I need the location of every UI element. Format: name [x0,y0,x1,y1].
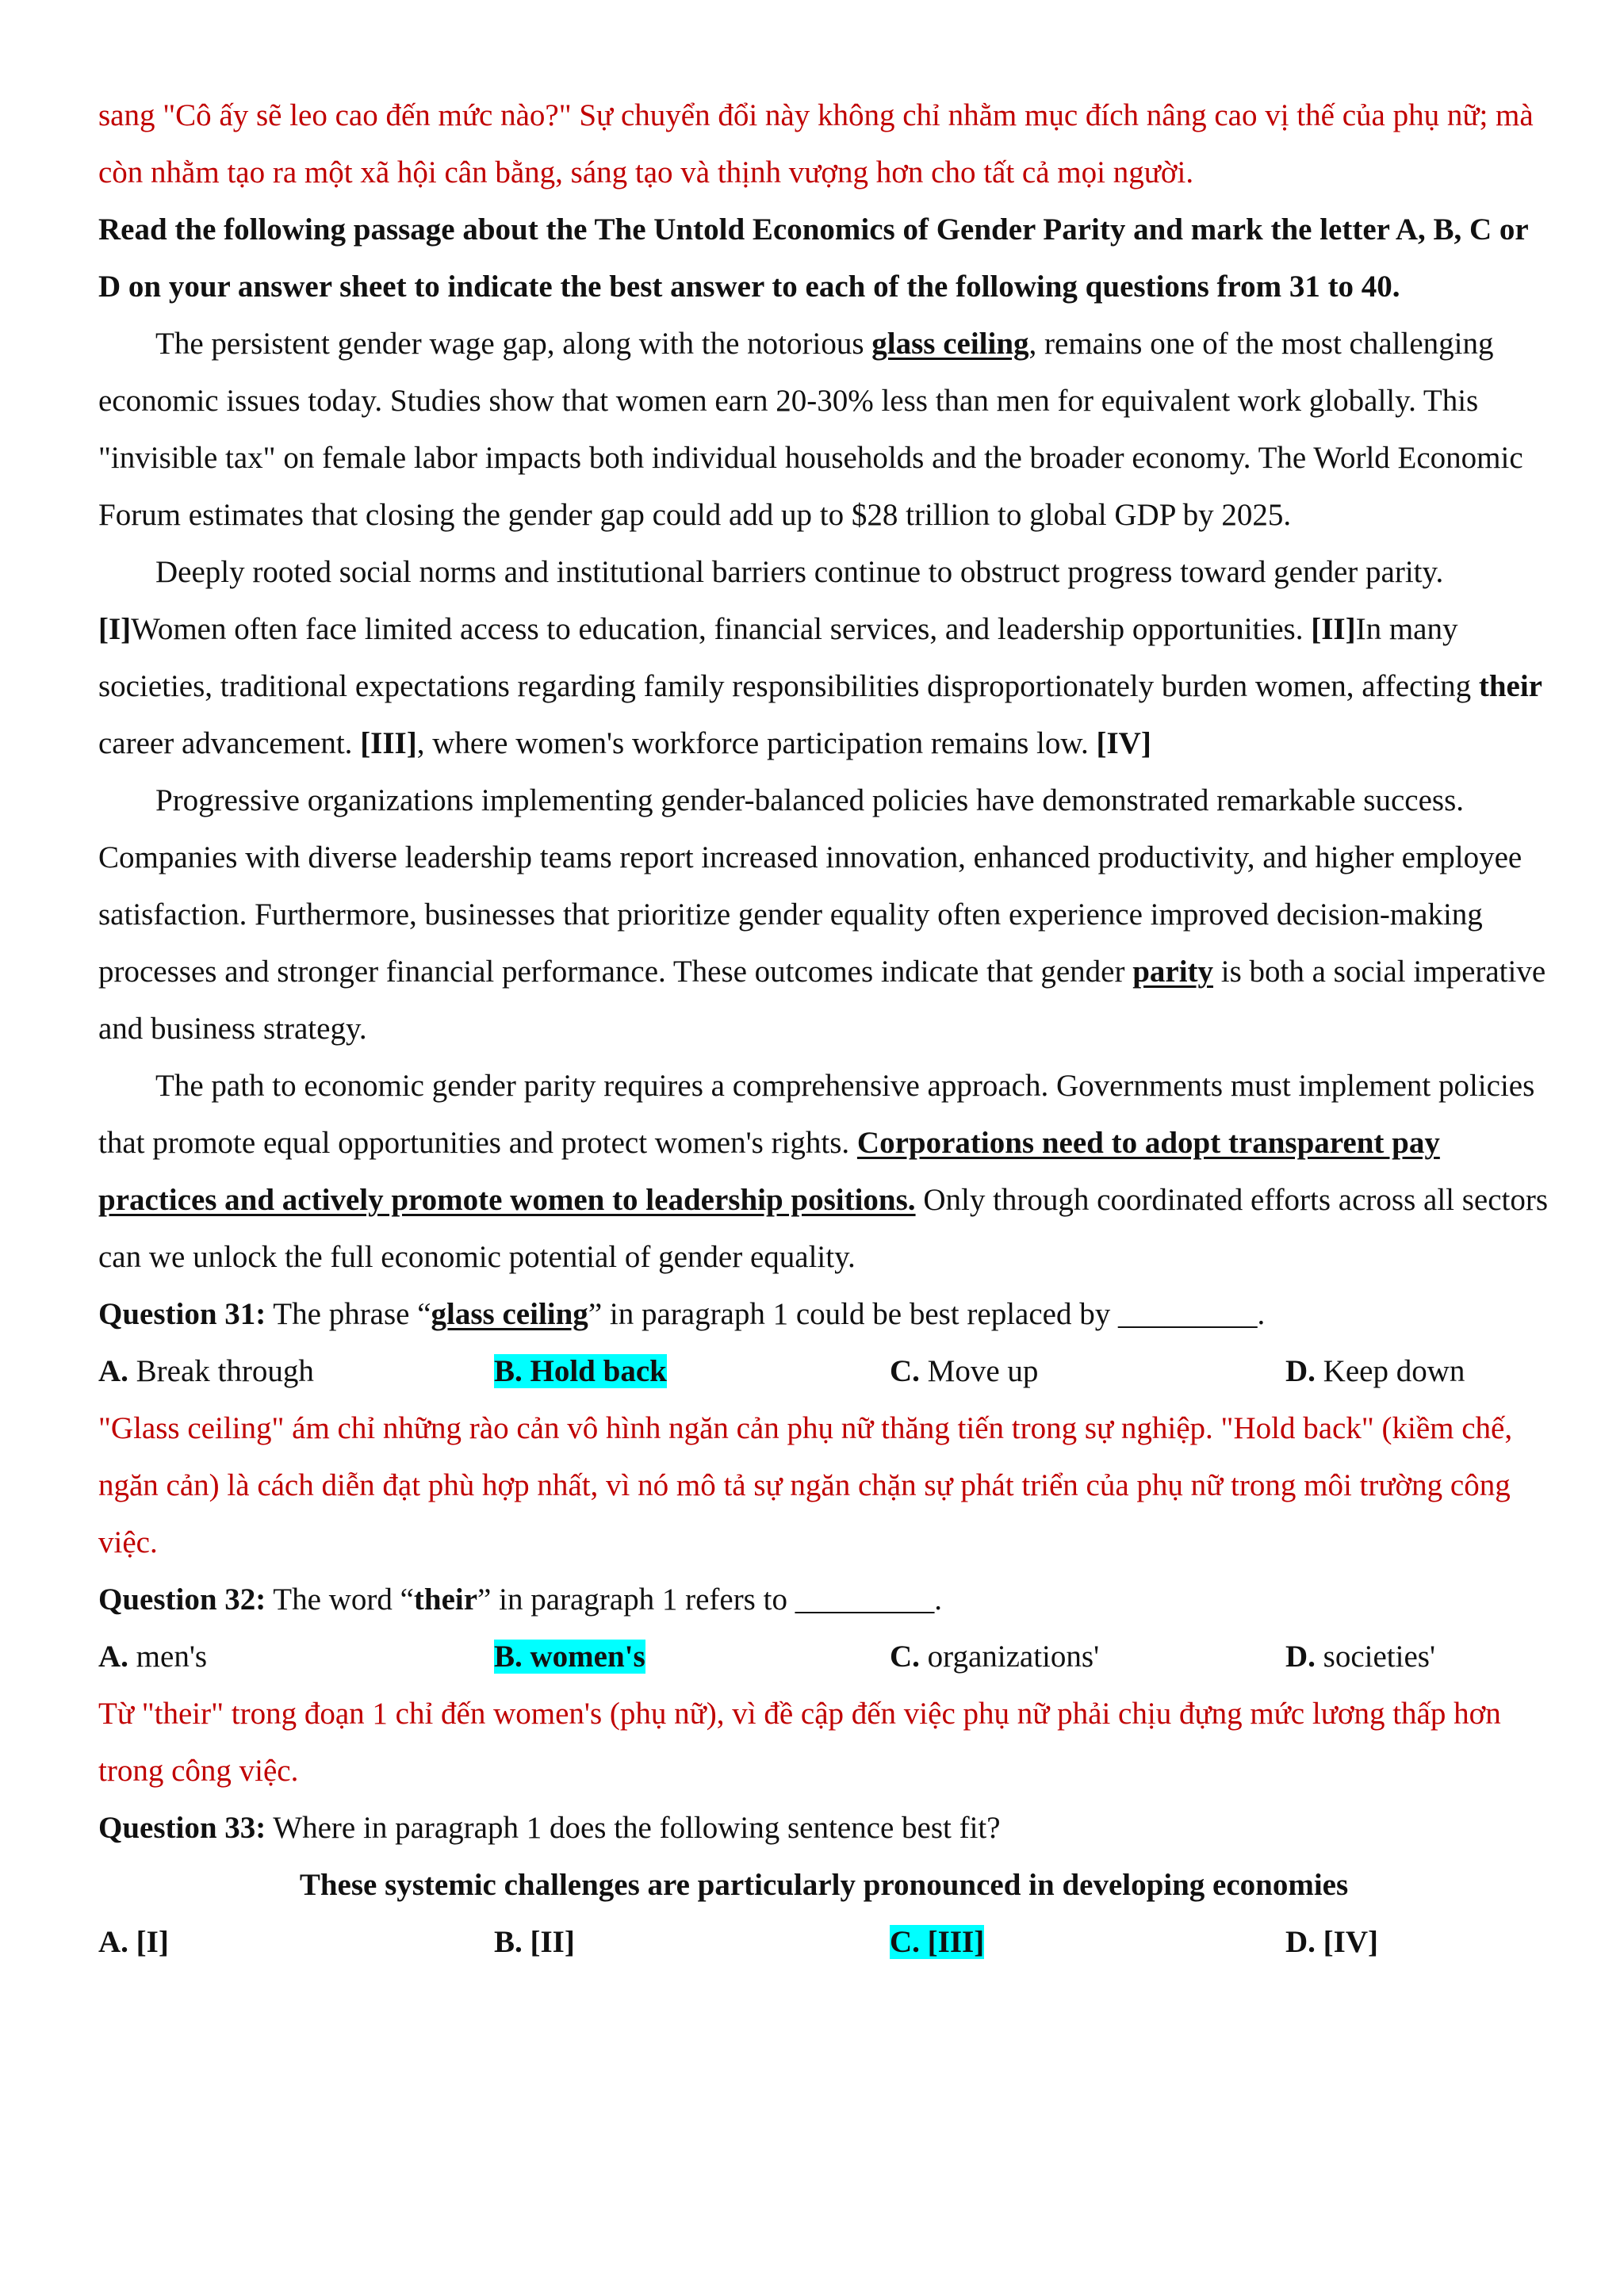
option-letter: A. [98,1640,128,1674]
option-text: organizations' [919,1640,1100,1674]
option-letter: C. [890,1640,920,1674]
term-parity: parity [1132,955,1214,989]
question-text: ” in paragraph 1 refers to _________. [477,1582,942,1617]
question-term: glass ceiling [431,1297,588,1331]
question-text: Where in paragraph 1 does the following sentence best fit? [266,1811,1001,1845]
term-their: their [1478,669,1542,703]
question-label: Question 33: [98,1811,266,1845]
paragraph-2 [98,544,1549,772]
answer-highlight [494,1354,667,1388]
question-text: The word “ [266,1582,414,1617]
question-32-options [98,1628,1549,1686]
p2-text-4: career advancement. [98,726,361,760]
question-32 [98,1571,1549,1628]
option-a[interactable] [98,1628,494,1686]
marker-I: [I] [98,612,132,646]
option-text: [III] [919,1925,985,1959]
p3-text-before: Progressive organizations implementing gender-balanced policies have demonstrated remarkable success. Companies with diverse leadership teams report increased innovation, enhanced productivity, and higher employee satisfaction. Furthermore, businesses that prioritize gender equality often experience improved decision-making processes and stronger financial performance. These outcomes indicate that gender [98,783,1522,989]
instructions: Read the following passage about the The Untold Economics of Gender Parity and mark the letter A, B, C or D on your answer sheet to indicate the best answer to each of the following questions from 31 to 40. [98,212,1529,304]
p4-text-before: The path to economic gender parity requires a comprehensive approach. Governments must implement policies that promote equal opportunities and protect women's rights. [98,1069,1535,1160]
marker-III: [III] [360,726,417,760]
option-c[interactable] [890,1343,1285,1400]
p2-text-3: In many societies, traditional expectations regarding family responsibilities disproportionately burden women, affecting [98,612,1479,703]
answer-highlight [890,1925,984,1959]
term-glass-ceiling: glass ceiling [871,327,1029,361]
intro-translation: sang "Cô ấy sẽ leo cao đến mức nào?" Sự chuyển đổi này không chỉ nhằm mục đích nâng cao vị thế của phụ nữ; mà còn nhằm tạo ra một xã hội cân bằng, sáng tạo và thịnh vượng hơn cho tất cả mọi người. [98,98,1534,189]
question-31-explanation: "Glass ceiling" ám chỉ những rào cản vô hình ngăn cản phụ nữ thăng tiến trong sự nghiệp. "Hold back" (kiềm chế, ngăn cản) là cách diễn đạt phù hợp nhất, vì nó mô tả sự ngăn chặn sự phát triển của phụ nữ trong môi trường công việc. [98,1411,1513,1559]
question-33-options [98,1914,1549,1971]
option-c[interactable] [890,1914,1285,1971]
option-letter: B. [494,1640,523,1674]
question-text: The phrase “ [266,1297,431,1331]
paragraph-1 [98,316,1549,544]
question-33-sentence: These systemic challenges are particularly pronounced in developing economies [299,1868,1349,1902]
question-label: Question 32: [98,1582,266,1617]
option-text: men's [128,1640,208,1674]
document-page [98,87,1549,1971]
p2-text-5: , where women's workforce participation remains low. [416,726,1097,760]
option-letter: D. [1285,1925,1316,1959]
option-text: Move up [919,1354,1039,1388]
option-text: [IV] [1315,1925,1378,1959]
p1-text-before: The persistent gender wage gap, along with the notorious [155,327,872,361]
option-letter: B. [494,1354,523,1388]
option-letter: A. [98,1925,128,1959]
option-text: [II] [522,1925,575,1959]
question-text: ” in paragraph 1 could be best replaced by _________. [588,1297,1266,1331]
option-letter: C. [890,1925,920,1959]
option-letter: D. [1285,1354,1316,1388]
option-letter: D. [1285,1640,1316,1674]
marker-II: [II] [1311,612,1356,646]
paragraph-3 [98,772,1549,1058]
question-31 [98,1286,1549,1343]
option-text: Hold back [522,1354,667,1388]
question-label: Question 31: [98,1297,266,1331]
option-d[interactable] [1285,1628,1549,1686]
marker-IV: [IV] [1096,726,1151,760]
option-b[interactable] [494,1914,890,1971]
option-d[interactable] [1285,1914,1549,1971]
answer-highlight [494,1640,645,1674]
p2-text-2: Women often face limited access to education, financial services, and leadership opportunities. [131,612,1312,646]
option-text: Keep down [1315,1354,1465,1388]
option-letter: B. [494,1925,523,1959]
p1-text-after: , remains one of the most challenging economic issues today. Studies show that women earn 20-30% less than men for equivalent work globally. This "invisible tax" on female labor impacts both individual households and the broader economy. The World Economic Forum estimates that closing the gender gap could add up to $28 trillion to global GDP by 2025. [98,327,1523,532]
option-text: societies' [1315,1640,1435,1674]
option-text: Break through [128,1354,314,1388]
paragraph-4 [98,1058,1549,1286]
option-text: women's [522,1640,645,1674]
question-32-explanation: Từ "their" trong đoạn 1 chỉ đến women's (phụ nữ), vì đề cập đến việc phụ nữ phải chịu đựng mức lương thấp hơn trong công việc. [98,1697,1501,1788]
option-b[interactable] [494,1343,890,1400]
p2-text-1: Deeply rooted social norms and institutional barriers continue to obstruct progress toward gender parity. [155,555,1444,589]
p3-text-after: is both a social imperative and business strategy. [98,955,1546,1046]
option-letter: A. [98,1354,128,1388]
option-d[interactable] [1285,1343,1549,1400]
question-33 [98,1800,1549,1857]
option-a[interactable] [98,1343,494,1400]
p4-text-after: Only through coordinated efforts across all sectors can we unlock the full economic potential of gender equality. [98,1183,1549,1274]
option-c[interactable] [890,1628,1285,1686]
option-b[interactable] [494,1628,890,1686]
question-31-options [98,1343,1549,1400]
option-letter: C. [890,1354,920,1388]
question-term: their [413,1582,478,1617]
option-text: [I] [128,1925,169,1959]
underlined-sentence: Corporations need to adopt transparent pay practices and actively promote women to leadership positions. [98,1126,1440,1217]
option-a[interactable] [98,1914,494,1971]
